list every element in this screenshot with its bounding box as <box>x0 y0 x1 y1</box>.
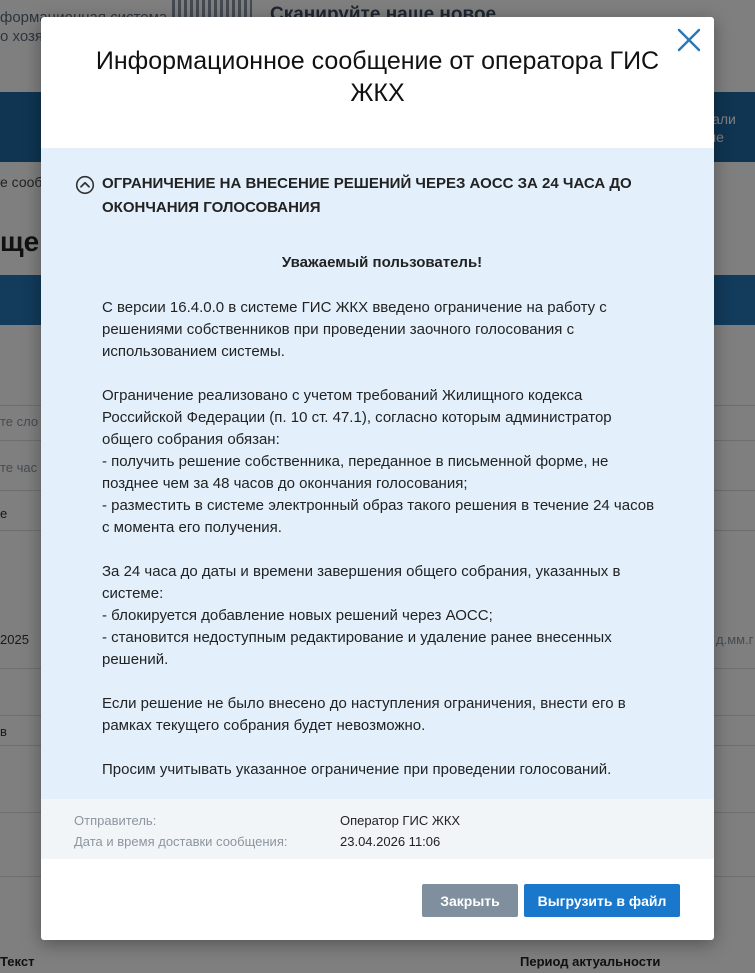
close-dialog-button[interactable] <box>674 25 704 55</box>
message-paragraph-3-intro: За 24 часа до даты и времени завершения общего собрания, указанных в системе: <box>102 563 621 602</box>
message-paragraph-1: С версии 16.4.0.0 в системе ГИС ЖКХ введено ограничение на работу с решениями собственников при проведении заочного голосования с использованием системы. <box>102 299 607 360</box>
message-body <box>41 148 714 817</box>
close-button[interactable]: Закрыть <box>422 884 518 917</box>
message-paragraph-3 <box>102 561 662 671</box>
sender-label: Отправитель: <box>74 813 157 828</box>
close-icon <box>674 25 704 55</box>
info-message-dialog <box>41 17 714 940</box>
message-list-item: - получить решение собственника, переданное в письменной форме, не позднее чем за 48 часов до окончания голосования; <box>102 453 609 492</box>
message-list-item: - блокируется добавление новых решений через АОСС; <box>102 607 493 624</box>
message-list-item: - разместить в системе электронный образ такого решения в течение 24 часов с момента его получения. <box>102 497 655 536</box>
export-to-file-button[interactable]: Выгрузить в файл <box>524 884 680 917</box>
sender-value: Оператор ГИС ЖКХ <box>340 813 461 828</box>
message-section-title: ОГРАНИЧЕНИЕ НА ВНЕСЕНИЕ РЕШЕНИЙ ЧЕРЕЗ АОСС ЗА 24 ЧАСА ДО ОКОНЧАНИЯ ГОЛОСОВАНИЯ <box>102 175 632 216</box>
message-paragraph-5: Просим учитывать указанное ограничение при проведении голосований. <box>102 761 612 778</box>
message-list-item: - становится недоступным редактирование и удаление ранее внесенных решений. <box>102 629 612 668</box>
message-paragraph-4: Если решение не было внесено до наступления ограничения, внести его в рамках текущего собрания будет невозможно. <box>102 695 626 734</box>
message-paragraph-2 <box>102 385 662 539</box>
dialog-actions <box>41 884 714 918</box>
delivery-time-value: 23.04.2026 11:06 <box>340 834 441 849</box>
message-section-toggle[interactable] <box>75 172 675 220</box>
message-text <box>102 252 662 781</box>
message-greeting: Уважаемый пользователь! <box>281 254 483 271</box>
dialog-title: Информационное сообщение от оператора ГИС ЖКХ <box>95 47 660 107</box>
chevron-up-circle-icon <box>75 175 95 195</box>
message-meta <box>41 799 714 859</box>
message-paragraph-2-intro: Ограничение реализовано с учетом требований Жилищного кодекса Российской Федерации (п. 10 ст. 47.1), согласно которым администратор общего собрания обязан: <box>102 387 612 448</box>
delivery-time-label: Дата и время доставки сообщения: <box>74 834 288 849</box>
